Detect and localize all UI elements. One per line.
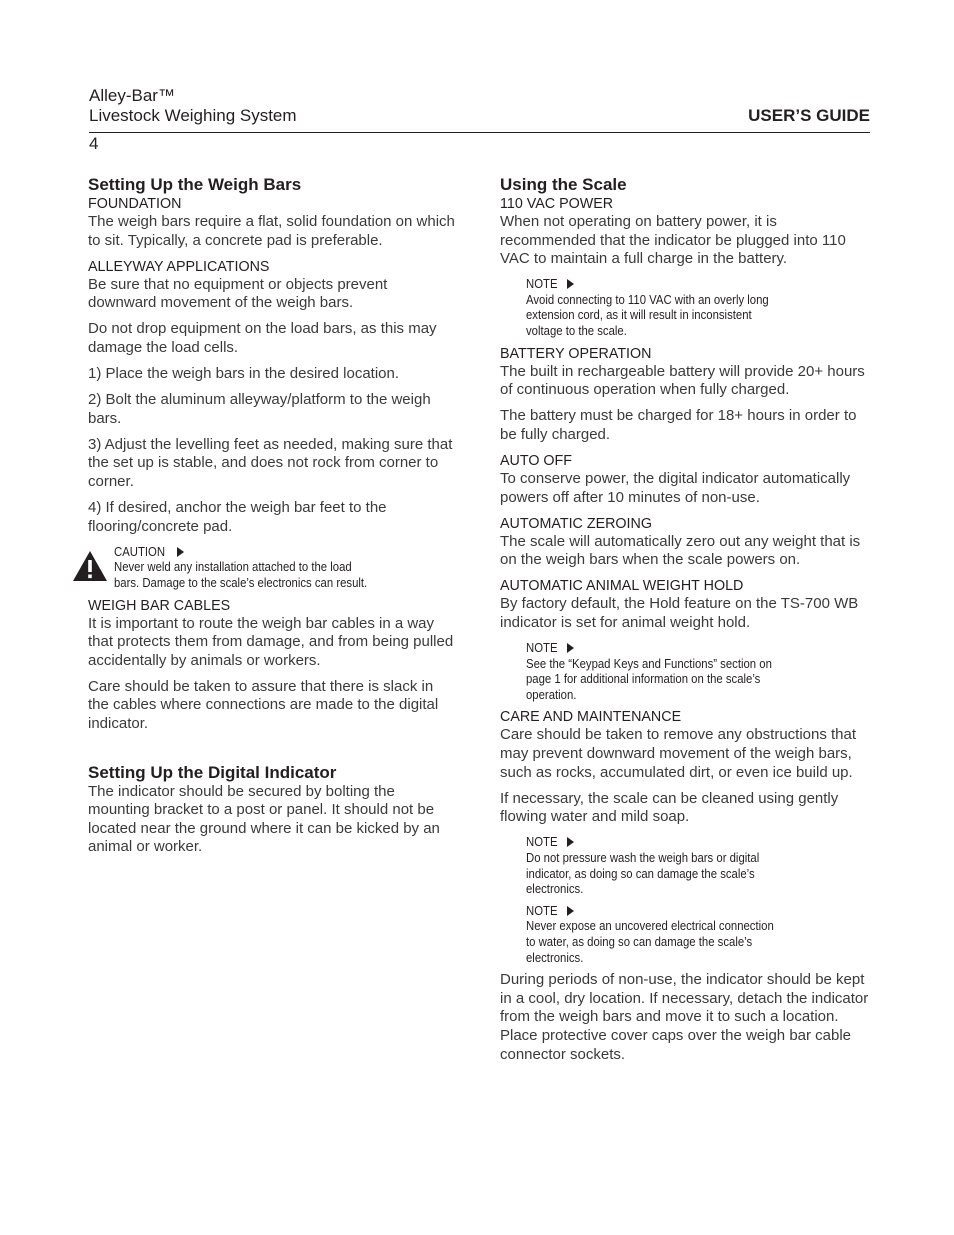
alleyway-paragraph-1: Be sure that no equipment or objects prevent downward movement of the weigh bars. (88, 275, 388, 312)
note-2 (526, 640, 870, 702)
note-2-line-2: page 1 for additional information on the scale’s (526, 671, 761, 687)
note-label: NOTE (526, 834, 558, 850)
step-4: 4) If desired, anchor the weigh bar feet to the flooring/concrete pad. (88, 499, 387, 535)
foundation-text: The weigh bars require a flat, solid foundation on which to sit. Typically, a concrete pad is preferable. (88, 213, 455, 249)
step-1: 1) Place the weigh bars in the desired location. (88, 365, 400, 383)
arrow-right-icon (567, 837, 574, 847)
auto-zero-text: The scale will automatically zero out any weight that is on the weigh bars when the scale powers on. (500, 532, 861, 569)
auto-off-heading: AUTO OFF (500, 453, 573, 470)
caution-line-1: Never weld any installation attached to the load (114, 559, 352, 575)
foundation-heading: FOUNDATION (88, 196, 182, 212)
section-title-digital-indicator: Setting Up the Digital Indicator (88, 762, 337, 782)
step-3: 3) Adjust the levelling feet as needed, making sure that the set up is stable, and does not rock from corner to corner. (88, 435, 453, 491)
battery-paragraph-2: The battery must be charged for 18+ hours in order to be fully charged. (500, 407, 857, 443)
note-3-line-1: Do not pressure wash the weigh bars or digital (526, 850, 760, 866)
note-3-line-3: electronics. (526, 881, 584, 897)
auto-zero-heading: AUTOMATIC ZEROING (500, 515, 652, 532)
left-column (88, 175, 458, 865)
note-1-line-3: voltage to the scale. (526, 323, 627, 339)
page-header (89, 86, 870, 133)
battery-heading: BATTERY OPERATION (500, 345, 652, 362)
battery-paragraph-1: The built in rechargeable battery will provide 20+ hours of continuous operation when fully charged. (500, 362, 865, 399)
note-label: NOTE (526, 640, 558, 656)
note-1 (526, 276, 870, 338)
note-1-line-1: Avoid connecting to 110 VAC with an overly long (526, 291, 769, 307)
care-paragraph-2: If necessary, the scale can be cleaned using gently flowing water and mild soap. (500, 789, 839, 826)
note-4-line-2: to water, as doing so can damage the scale’s (526, 934, 753, 949)
caution-box (88, 544, 458, 591)
arrow-right-icon (567, 643, 574, 653)
auto-off-text: To conserve power, the digital indicator automatically powers off after 10 minutes of non-use. (500, 470, 851, 506)
alleyway-paragraph-2: Do not drop equipment on the load bars, as this may damage the load cells. (88, 320, 437, 356)
vac-power-text: When not operating on battery power, it is recommended that the indicator be plugged into 110 VAC to maintain a full charge in the battery. (500, 213, 846, 268)
care-heading: CARE AND MAINTENANCE (500, 709, 682, 726)
product-name (89, 86, 297, 126)
page-number: 4 (89, 134, 99, 153)
note-2-line-3: operation. (526, 686, 577, 702)
vac-power-heading: 110 VAC POWER (500, 196, 614, 212)
weight-hold-text: By factory default, the Hold feature on the TS-700 WB indicator is set for animal weight hold. (500, 595, 859, 631)
note-4-line-1: Never expose an uncovered electrical connection (526, 918, 774, 934)
section-title-using-scale: Using the Scale (500, 175, 627, 194)
alleyway-heading: ALLEYWAY APPLICATIONS (88, 258, 270, 275)
right-column (500, 175, 870, 1072)
section-title-weigh-bars: Setting Up the Weigh Bars (88, 175, 302, 194)
note-4-line-3: electronics. (526, 949, 584, 965)
note-3 (526, 834, 870, 896)
warning-icon (72, 550, 108, 582)
note-4 (526, 903, 870, 965)
weight-hold-heading: AUTOMATIC ANIMAL WEIGHT HOLD (500, 578, 744, 595)
indicator-paragraph: The indicator should be secured by bolting the mounting bracket to a post or panel. It should not be located near the ground where it can be kicked by an animal or worker. (88, 782, 440, 856)
cables-paragraph-2: Care should be taken to assure that there is slack in the cables where connections are made to the digital indicator. (88, 677, 439, 733)
care-paragraph-3: During periods of non-use, the indicator should be kept in a cool, dry location. If necessary, detach the indicator from the weigh bars and move it to such a location. Place protective cover caps over the weigh bar cable connector sockets. (500, 971, 869, 1063)
arrow-right-icon (567, 906, 574, 916)
note-label: NOTE (526, 276, 558, 292)
caution-line-2: bars. Damage to the scale’s electronics can result. (114, 575, 368, 590)
note-label: NOTE (526, 902, 558, 918)
arrow-right-icon (177, 547, 184, 557)
note-1-line-2: extension cord, as it will result in inconsistent (526, 307, 752, 323)
guide-title: USER’S GUIDE (748, 106, 870, 125)
note-2-line-1: See the “Keypad Keys and Functions” section on (526, 655, 772, 671)
cables-paragraph-1: It is important to route the weigh bar cables in a way that protects them from damage, and from being pulled accidentally by animals or workers. (88, 614, 454, 669)
product-line-1: Alley-Bar™ (89, 86, 175, 105)
arrow-right-icon (567, 279, 574, 289)
caution-label: CAUTION (114, 543, 166, 559)
product-line-2: Livestock Weighing System (89, 106, 297, 125)
cables-heading: WEIGH BAR CABLES (88, 597, 231, 614)
care-paragraph-1: Care should be taken to remove any obstructions that may prevent downward movement of the weigh bars, such as rocks, accumulated dirt, or even ice build up. (500, 726, 857, 781)
step-2: 2) Bolt the aluminum alleyway/platform to the weigh bars. (88, 391, 431, 427)
note-3-line-2: indicator, as doing so can damage the scale’s (526, 865, 755, 881)
